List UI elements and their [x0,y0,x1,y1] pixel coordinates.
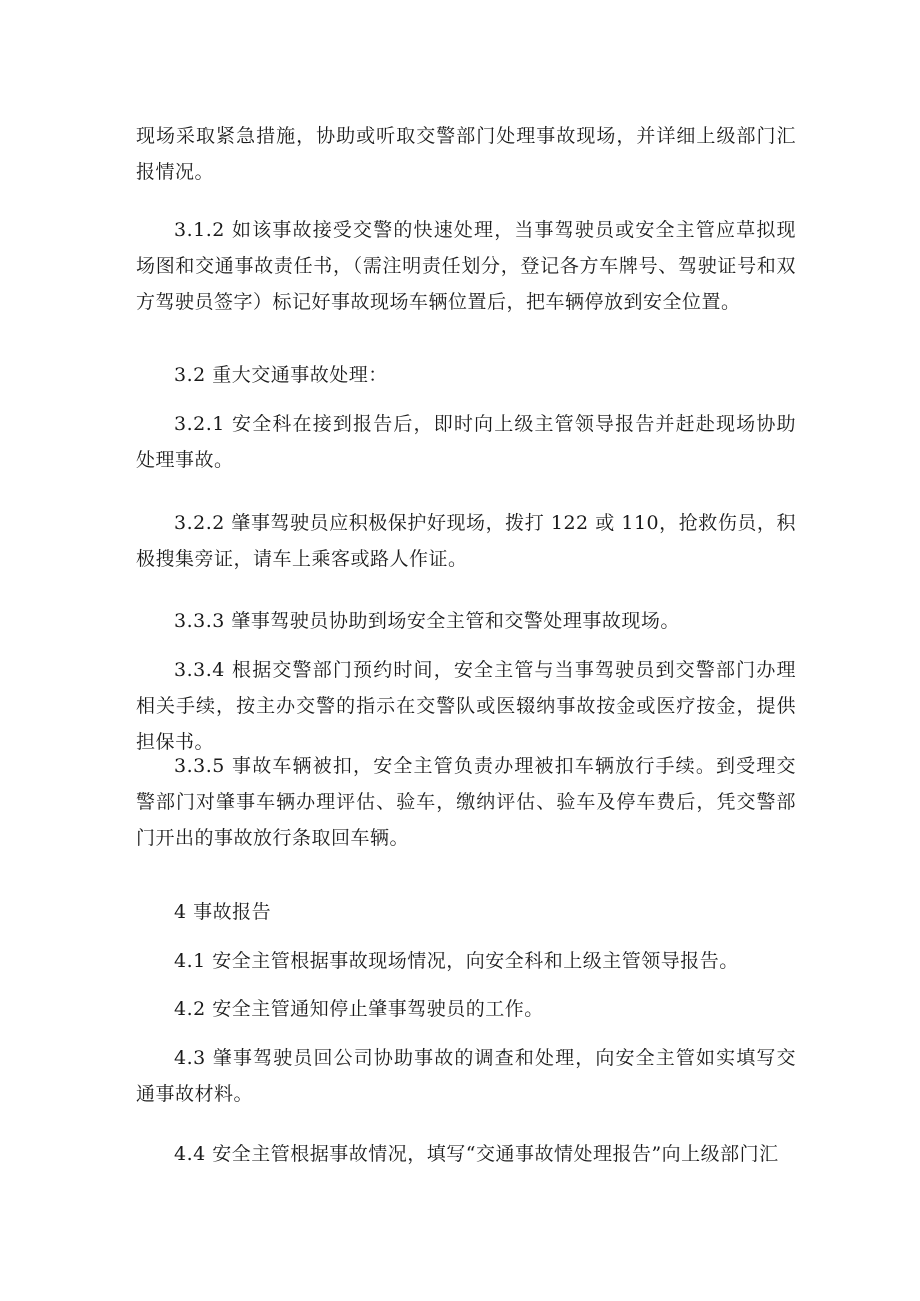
section-heading-4: 4 事故报告 [174,901,272,923]
paragraph-3-2-1: 3.2.1 安全科在接到报告后，即时向上级主管领导报告并赶赴现场协助处理事故。 [136,413,796,471]
paragraph-3-2-heading: 3.2 重大交通事故处理： [174,364,388,386]
paragraph-4-3: 4.3 肇事驾驶员回公司协助事故的调查和处理，向安全主管如实填写交通事故材料。 [136,1047,796,1105]
paragraph-4-1: 4.1 安全主管根据事故现场情况，向安全科和上级主管领导报告。 [174,950,739,972]
paragraph-4-4: 4.4 安全主管根据事故情况，填写“交通事故情处理报告”向上级部门汇 [174,1143,779,1165]
paragraph-3-2-2: 3.2.2 肇事驾驶员应积极保护好现场，拨打 122 或 110，抢救伤员，积极搜集旁证，请车上乘客或路人作证。 [136,512,796,570]
paragraph-intro-continuation: 现场采取紧急措施，协助或听取交警部门处理事故现场，并详细上级部门汇报情况。 [136,125,796,183]
paragraph-4-2: 4.2 安全主管通知停止肇事驾驶员的工作。 [174,998,544,1020]
paragraph-3-3-4: 3.3.4 根据交警部门预约时间，安全主管与当事驾驶员到交警部门办理相关手续，按主办交警的指示在交警队或医辍纳事故按金或医疗按金，提供担保书。 [136,659,796,753]
paragraph-3-3-5: 3.3.5 事故车辆被扣，安全主管负责办理被扣车辆放行手续。到受理交警部门对肇事车辆办理评估、验车，缴纳评估、验车及停车费后，凭交警部门开出的事故放行条取回车辆。 [136,755,796,849]
paragraph-3-1-2: 3.1.2 如该事故接受交警的快速处理，当事驾驶员或安全主管应草拟现场图和交通事故责任书，（需注明责任划分，登记各方车牌号、驾驶证号和双方驾驶员签字）标记好事故现场车辆位置后，把车辆停放到安全位置。 [136,219,796,313]
paragraph-3-3-3: 3.3.3 肇事驾驶员协助到场安全主管和交警处理事故现场。 [174,610,680,632]
